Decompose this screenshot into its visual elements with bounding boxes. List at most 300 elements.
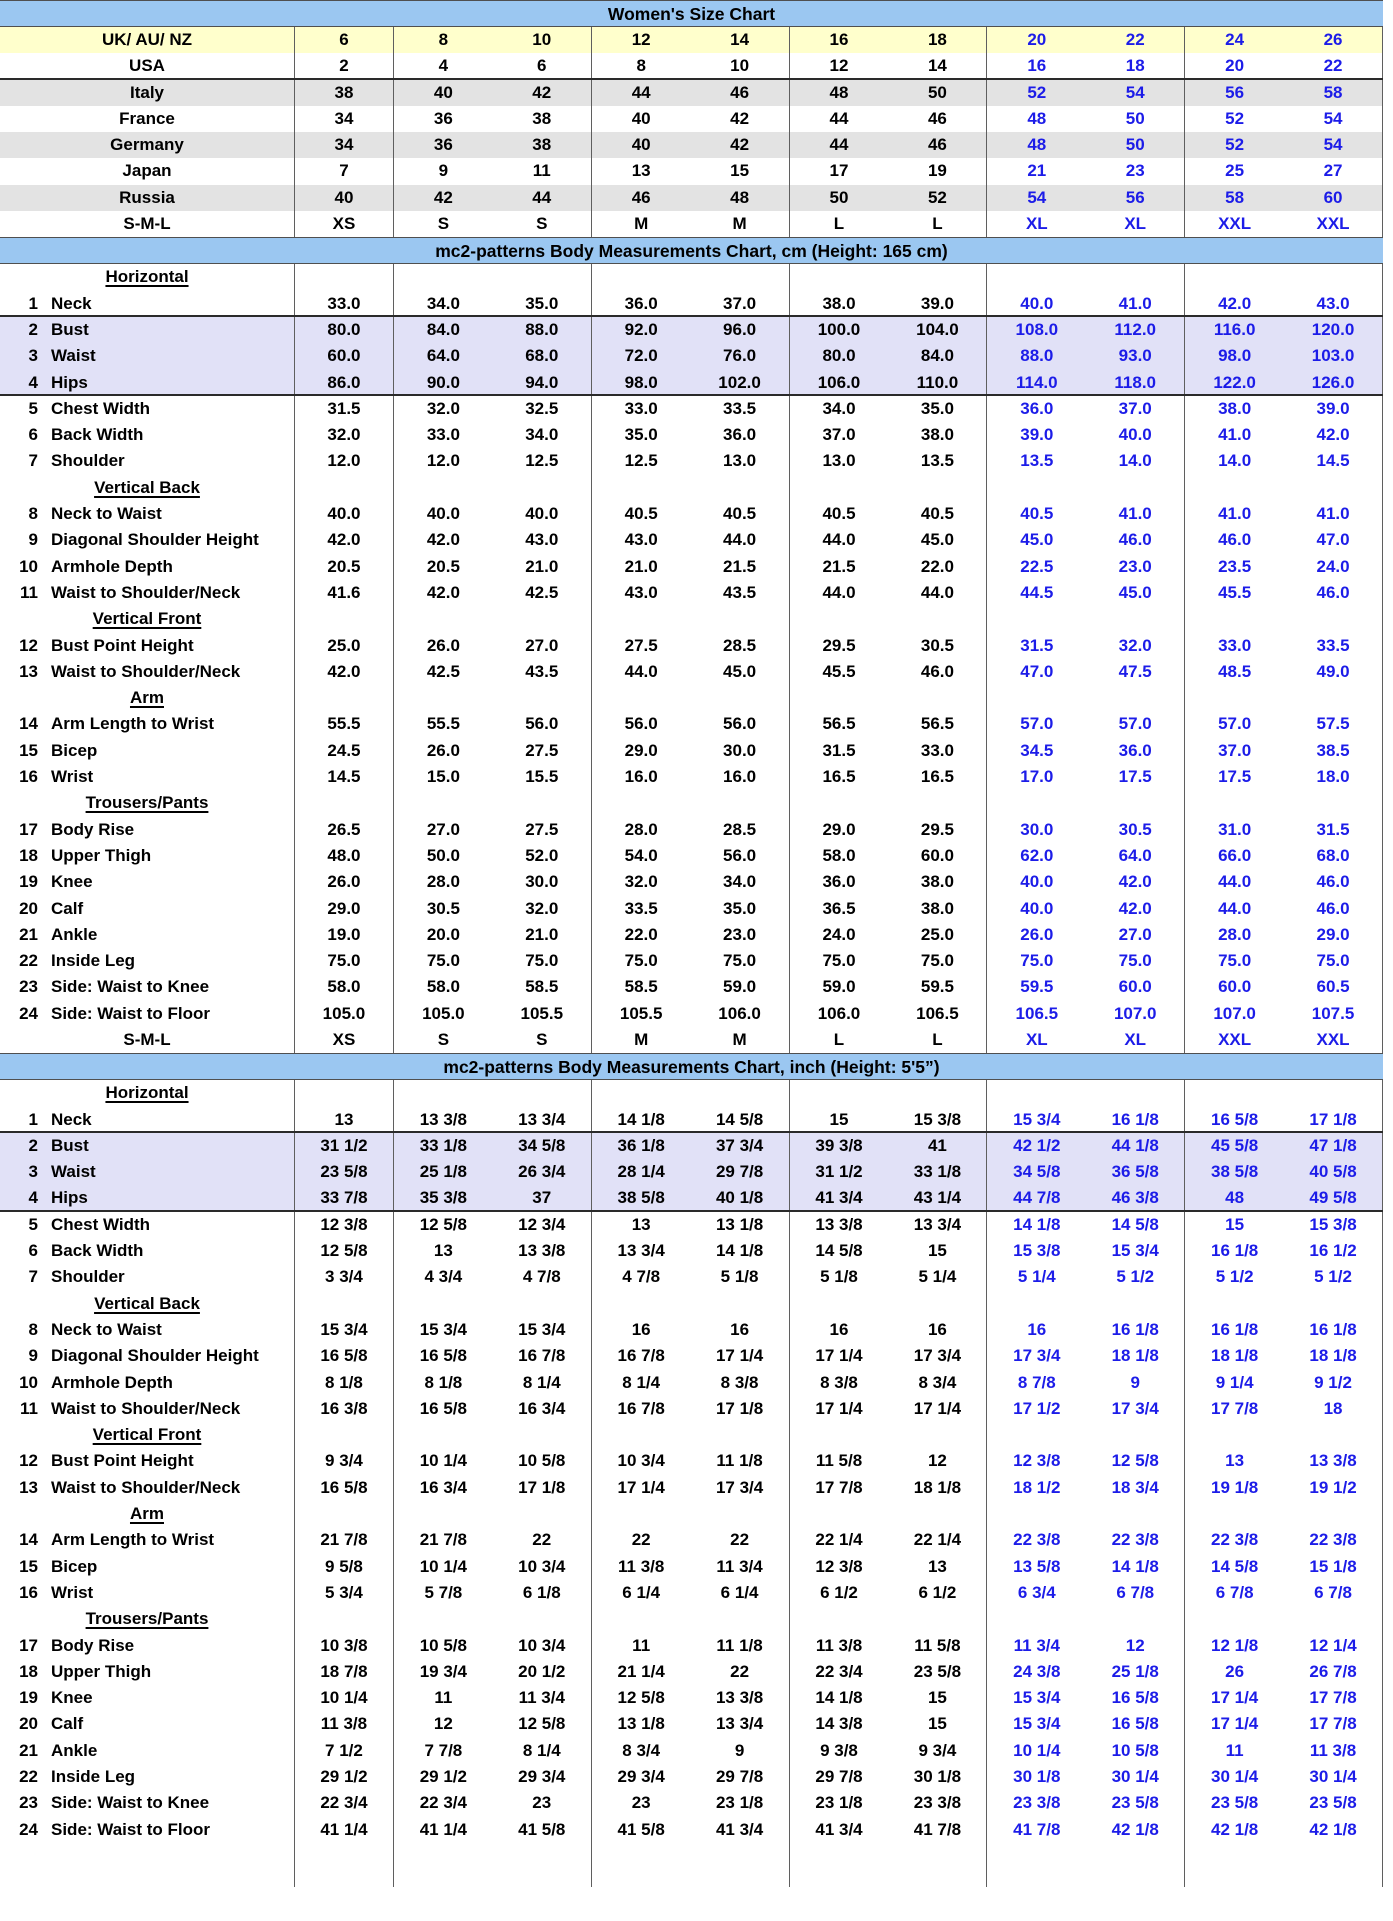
- value-cell: 20: [1225, 56, 1245, 76]
- value-cell: 41.0: [1284, 501, 1383, 527]
- value-cell: 103.0: [1284, 343, 1383, 369]
- value-cell: [295, 1606, 394, 1632]
- value-cell: 25.0: [888, 922, 987, 948]
- row-label: [0, 711, 295, 737]
- value-cell: S: [493, 1027, 592, 1053]
- value-cell: 110.0: [888, 370, 987, 394]
- value-cell: 30 1/4: [1086, 1764, 1185, 1790]
- section-row: [0, 1606, 1383, 1632]
- value-cell: 26.0: [426, 740, 460, 760]
- value-cell: [592, 1080, 691, 1106]
- value-cell: 18 1/8: [1284, 1343, 1383, 1369]
- value-cell: M: [691, 211, 790, 237]
- value-cell: 4 7/8: [622, 1267, 661, 1287]
- value-cell: [1185, 685, 1284, 711]
- value-cell: [1185, 1422, 1284, 1448]
- value-cell: 31.5: [295, 396, 394, 422]
- value-cell: 35.0: [691, 896, 790, 922]
- value-cell: M: [691, 1027, 790, 1053]
- value-cell: 15: [888, 1238, 987, 1264]
- table-row: [0, 106, 1383, 132]
- value-cell: 42.0: [1086, 869, 1185, 895]
- value-cell: 42.5: [426, 661, 460, 681]
- value-cell: 44.0: [624, 661, 658, 681]
- value-cell: XL: [1025, 1029, 1048, 1049]
- value-cell: 27.0: [493, 633, 592, 659]
- value-cell: 31.0: [1218, 819, 1252, 839]
- value-cell: 72.0: [624, 346, 658, 366]
- value-cell: 46: [691, 80, 790, 106]
- row-label: [0, 422, 295, 448]
- value-cell: 57.5: [1284, 711, 1383, 737]
- value-cell: [691, 1422, 790, 1448]
- row-label: [0, 896, 295, 922]
- section-heading: [0, 606, 295, 632]
- value-cell: 18: [1284, 1396, 1383, 1422]
- value-cell: 44.0: [1218, 872, 1252, 892]
- value-cell: 16.5: [822, 767, 856, 787]
- value-cell: 14 5/8: [691, 1107, 790, 1131]
- value-cell: 9: [1086, 1370, 1185, 1396]
- value-cell: [790, 1080, 889, 1106]
- value-cell: 48: [1027, 135, 1047, 155]
- value-cell: 14 1/8: [691, 1238, 790, 1264]
- value-cell: 16 5/8: [419, 1346, 467, 1366]
- value-cell: [987, 1291, 1086, 1317]
- value-cell: 66.0: [1218, 845, 1252, 865]
- value-cell: 52: [888, 185, 987, 211]
- value-cell: 13 3/4: [888, 1212, 987, 1238]
- value-cell: 15 3/4: [1013, 1109, 1061, 1129]
- value-cell: 56.0: [691, 843, 790, 869]
- value-cell: 13: [295, 1107, 394, 1131]
- row-number: 21: [19, 924, 38, 944]
- value-cell: L: [833, 214, 845, 234]
- value-cell: 114.0: [1016, 372, 1058, 392]
- value-cell: 33.5: [1284, 633, 1383, 659]
- value-cell: 60.5: [1284, 974, 1383, 1000]
- value-cell: 15 3/4: [295, 1317, 394, 1343]
- value-cell: 39.0: [888, 291, 987, 315]
- row-number: 3: [28, 1162, 38, 1182]
- value-cell: 41.0: [1218, 425, 1252, 445]
- value-cell: 18 1/8: [1086, 1343, 1185, 1369]
- value-cell: 22: [631, 1530, 651, 1550]
- value-cell: 22: [691, 1659, 790, 1685]
- value-cell: 32.5: [493, 396, 592, 422]
- value-cell: 14: [888, 53, 987, 77]
- value-cell: 38: [493, 132, 592, 158]
- value-cell: [691, 685, 790, 711]
- value-cell: [295, 1843, 394, 1887]
- value-cell: 50: [888, 80, 987, 106]
- section-heading: [0, 685, 295, 711]
- value-cell: 13 3/8: [691, 1685, 790, 1711]
- value-cell: 29.5: [822, 635, 856, 655]
- value-cell: 22 1/4: [888, 1527, 987, 1553]
- row-label-text: Side: Waist to Floor: [51, 1003, 210, 1023]
- table-row: [0, 896, 1383, 922]
- value-cell: [394, 1843, 493, 1887]
- section-heading-text: Vertical Back: [94, 477, 200, 497]
- value-cell: 16: [631, 1319, 651, 1339]
- row-number: 19: [19, 1688, 38, 1708]
- value-cell: 36: [433, 108, 453, 128]
- value-cell: 30 1/8: [1013, 1767, 1061, 1786]
- value-cell: 49 5/8: [1284, 1185, 1383, 1209]
- value-cell: 56.0: [624, 714, 658, 734]
- value-cell: 13 3/8: [1284, 1448, 1383, 1474]
- value-cell: 22 3/8: [1284, 1527, 1383, 1553]
- value-cell: 45.0: [888, 527, 987, 553]
- value-cell: 46 3/8: [1086, 1185, 1185, 1209]
- value-cell: 38.0: [888, 869, 987, 895]
- section-heading-text: Horizontal: [105, 1083, 189, 1103]
- value-cell: 50: [829, 187, 849, 207]
- row-number: 13: [19, 1477, 38, 1497]
- value-cell: 26: [1225, 1661, 1245, 1681]
- value-cell: 30.5: [1086, 817, 1185, 843]
- value-cell: XXL: [1284, 211, 1383, 237]
- value-cell: [987, 1501, 1086, 1527]
- value-cell: 36: [433, 135, 453, 155]
- value-cell: 55.5: [295, 711, 394, 737]
- row-label: S-M-L: [0, 1027, 295, 1053]
- value-cell: 10 3/4: [493, 1633, 592, 1659]
- value-cell: 12 3/4: [493, 1212, 592, 1238]
- value-cell: [987, 1843, 1086, 1887]
- value-cell: [394, 1291, 493, 1317]
- value-cell: 17 7/8: [1284, 1685, 1383, 1711]
- value-cell: [987, 606, 1086, 632]
- value-cell: 16 1/8: [1086, 1107, 1185, 1131]
- value-cell: 33.0: [295, 291, 394, 315]
- value-cell: 17 1/4: [815, 1398, 863, 1418]
- table-row: [0, 1764, 1383, 1790]
- value-cell: 42 1/8: [1284, 1817, 1383, 1843]
- value-cell: 21.5: [822, 556, 856, 576]
- value-cell: [790, 685, 889, 711]
- value-cell: 10 3/4: [493, 1554, 592, 1580]
- table-row: [0, 1790, 1383, 1816]
- value-cell: 42.0: [1218, 293, 1252, 313]
- value-cell: 24 3/8: [1013, 1661, 1061, 1681]
- value-cell: XL: [1025, 214, 1048, 234]
- value-cell: 106.0: [691, 1001, 790, 1027]
- table-row: [0, 1527, 1383, 1553]
- value-cell: [790, 790, 889, 816]
- value-cell: 2: [295, 53, 394, 77]
- value-cell: 47.5: [1086, 659, 1185, 685]
- value-cell: 14 5/8: [1086, 1212, 1185, 1238]
- value-cell: 44: [829, 108, 849, 128]
- value-cell: 41 3/4: [691, 1817, 790, 1843]
- row-label: [0, 370, 295, 394]
- value-cell: 11: [434, 1688, 453, 1708]
- value-cell: 12 3/8: [1013, 1451, 1061, 1471]
- value-cell: 24.0: [1284, 554, 1383, 580]
- value-cell: 12 5/8: [1086, 1448, 1185, 1474]
- row-label: Japan: [0, 158, 295, 184]
- value-cell: 28.0: [624, 819, 658, 839]
- value-cell: 33 7/8: [295, 1185, 394, 1209]
- section-heading: [0, 790, 295, 816]
- row-number: 9: [28, 530, 38, 550]
- value-cell: 26.0: [295, 869, 394, 895]
- value-cell: 35.0: [493, 291, 592, 315]
- value-cell: [493, 475, 592, 501]
- value-cell: [592, 606, 691, 632]
- value-cell: 44 1/8: [1086, 1133, 1185, 1159]
- table-row: [0, 1212, 1383, 1238]
- value-cell: 21.0: [624, 556, 658, 576]
- value-cell: 43.5: [493, 659, 592, 685]
- value-cell: 6 3/4: [1017, 1582, 1056, 1602]
- value-cell: 90.0: [426, 372, 460, 392]
- value-cell: 16: [888, 1317, 987, 1343]
- section-row: [0, 685, 1383, 711]
- table-row: [0, 1001, 1383, 1027]
- row-label: [0, 1001, 295, 1027]
- value-cell: L: [833, 1029, 845, 1049]
- row-label: [0, 817, 295, 843]
- value-cell: 105.0: [295, 1001, 394, 1027]
- value-cell: 12 3/8: [815, 1556, 863, 1576]
- value-cell: 34 5/8: [1013, 1162, 1061, 1182]
- value-cell: 15 3/8: [1284, 1212, 1383, 1238]
- value-cell: [888, 1291, 987, 1317]
- value-cell: 8 1/4: [493, 1370, 592, 1396]
- row-label-text: Ankle: [51, 924, 98, 944]
- value-cell: 22 3/4: [295, 1790, 394, 1816]
- value-cell: 15 3/4: [419, 1319, 467, 1339]
- value-cell: 25.0: [295, 633, 394, 659]
- value-cell: [790, 606, 889, 632]
- value-cell: 16 1/8: [1086, 1317, 1185, 1343]
- value-cell: 26.0: [1020, 924, 1054, 944]
- table-row: [0, 1238, 1383, 1264]
- value-cell: 41 7/8: [888, 1817, 987, 1843]
- table-row: [0, 922, 1383, 948]
- value-cell: [1185, 264, 1284, 290]
- value-cell: 32.0: [493, 896, 592, 922]
- row-label: [0, 843, 295, 869]
- value-cell: 48.5: [1218, 661, 1252, 681]
- row-label-text: Arm Length to Wrist: [51, 714, 215, 734]
- section-row: [0, 1501, 1383, 1527]
- value-cell: 16 7/8: [617, 1346, 665, 1366]
- value-cell: 24.0: [822, 924, 856, 944]
- table-row: [0, 1027, 1383, 1053]
- value-cell: 15 3/4: [1086, 1238, 1185, 1264]
- inch-measurements-table: [0, 1080, 1383, 1887]
- value-cell: 118.0: [1086, 370, 1185, 394]
- value-cell: 105.0: [422, 1003, 465, 1023]
- value-cell: 13.0: [822, 451, 856, 471]
- row-label-text: Knee: [51, 872, 93, 892]
- value-cell: 16 3/4: [419, 1477, 467, 1497]
- value-cell: [1284, 475, 1383, 501]
- value-cell: 32.0: [426, 398, 460, 418]
- value-cell: [592, 1606, 691, 1632]
- value-cell: [394, 790, 493, 816]
- row-number: 10: [19, 1372, 38, 1392]
- value-cell: 16: [1027, 56, 1047, 76]
- table-row: [0, 1685, 1383, 1711]
- value-cell: 17 3/4: [691, 1475, 790, 1501]
- value-cell: 33 1/8: [419, 1135, 467, 1155]
- value-cell: [691, 1501, 790, 1527]
- value-cell: [394, 264, 493, 290]
- value-cell: 23: [493, 1790, 592, 1816]
- value-cell: [295, 790, 394, 816]
- value-cell: 11 5/8: [888, 1633, 987, 1659]
- table-row: [0, 1580, 1383, 1606]
- value-cell: 11 3/4: [691, 1554, 790, 1580]
- value-cell: 16: [691, 1317, 790, 1343]
- value-cell: 6 7/8: [1215, 1582, 1254, 1602]
- value-cell: 23.0: [1086, 554, 1185, 580]
- table-row: [0, 554, 1383, 580]
- row-label-text: Bust Point Height: [51, 635, 194, 655]
- value-cell: 59.5: [888, 974, 987, 1000]
- value-cell: 13 3/4: [617, 1241, 665, 1261]
- value-cell: [592, 1291, 691, 1317]
- value-cell: 106.5: [1015, 1003, 1059, 1023]
- value-cell: 17 1/8: [691, 1396, 790, 1422]
- section-row: [0, 264, 1383, 290]
- row-number: 5: [28, 1214, 38, 1234]
- value-cell: 16 5/8: [1086, 1685, 1185, 1711]
- table-row: [0, 211, 1383, 237]
- value-cell: 12 5/8: [617, 1688, 665, 1708]
- value-cell: 23: [1086, 158, 1185, 184]
- value-cell: 54.0: [624, 845, 658, 865]
- value-cell: 37.0: [822, 425, 856, 445]
- row-label-text: Ankle: [51, 1740, 98, 1760]
- value-cell: [987, 685, 1086, 711]
- value-cell: 22 3/8: [1210, 1530, 1259, 1550]
- table-row: [0, 53, 1383, 79]
- value-cell: 41 5/8: [617, 1819, 665, 1839]
- value-cell: 33.0: [1218, 635, 1252, 655]
- value-cell: 36.0: [822, 872, 856, 892]
- row-label: [0, 1580, 295, 1606]
- row-label: [0, 869, 295, 895]
- value-cell: 21.5: [691, 554, 790, 580]
- value-cell: 41 3/4: [815, 1819, 863, 1839]
- value-cell: 56.0: [691, 711, 790, 737]
- section-heading-text: Vertical Front: [92, 1425, 202, 1445]
- value-cell: 29.0: [624, 740, 658, 760]
- value-cell: [295, 685, 394, 711]
- value-cell: 40: [433, 82, 453, 102]
- value-cell: 12: [631, 30, 651, 49]
- value-cell: 11: [493, 158, 592, 184]
- row-label-text: Upper Thigh: [51, 845, 152, 865]
- row-label: [0, 1659, 295, 1685]
- value-cell: 36.0: [624, 293, 658, 313]
- value-cell: 22 1/4: [815, 1530, 863, 1550]
- value-cell: [790, 1501, 889, 1527]
- value-cell: 40.0: [493, 501, 592, 527]
- section-heading: [0, 1606, 295, 1632]
- value-cell: 8 1/4: [622, 1372, 661, 1392]
- row-label-text: Diagonal Shoulder Height: [51, 530, 259, 550]
- value-cell: 27.5: [493, 738, 592, 764]
- value-cell: 13 1/8: [617, 1714, 665, 1734]
- value-cell: 11 3/8: [815, 1635, 863, 1655]
- row-label-text: Side: Waist to Knee: [51, 1793, 210, 1813]
- table-row: [0, 291, 1383, 317]
- value-cell: 31.5: [1284, 817, 1383, 843]
- value-cell: [592, 1422, 691, 1448]
- value-cell: [691, 790, 790, 816]
- value-cell: 40.5: [624, 504, 658, 524]
- value-cell: 15: [888, 1711, 987, 1737]
- value-cell: 3 3/4: [295, 1264, 394, 1290]
- value-cell: 12: [1086, 1633, 1185, 1659]
- value-cell: [1086, 790, 1185, 816]
- value-cell: 106.0: [817, 372, 861, 392]
- value-cell: 14.5: [295, 764, 394, 790]
- row-number: 12: [19, 635, 38, 655]
- value-cell: 13 3/8: [493, 1238, 592, 1264]
- row-label: [0, 1159, 295, 1185]
- value-cell: 23 3/8: [1013, 1793, 1061, 1813]
- value-cell: 75.0: [1218, 951, 1252, 971]
- value-cell: [295, 1422, 394, 1448]
- row-label: [0, 1764, 295, 1790]
- section-row: [0, 790, 1383, 816]
- value-cell: 12 5/8: [493, 1711, 592, 1737]
- value-cell: 16: [829, 30, 849, 49]
- value-cell: 15: [888, 1685, 987, 1711]
- value-cell: [987, 264, 1086, 290]
- value-cell: 31.5: [822, 740, 856, 760]
- value-cell: [1185, 790, 1284, 816]
- value-cell: 28.0: [1218, 924, 1252, 944]
- value-cell: [295, 475, 394, 501]
- value-cell: 43.0: [624, 530, 658, 550]
- value-cell: [295, 1080, 394, 1106]
- value-cell: 42: [691, 132, 790, 158]
- table-row: [0, 1633, 1383, 1659]
- value-cell: 13.0: [691, 448, 790, 474]
- value-cell: [1086, 1080, 1185, 1106]
- value-cell: 104.0: [888, 317, 987, 343]
- row-label-text: Waist to Shoulder/Neck: [51, 661, 241, 681]
- inch-chart-header: mc2-patterns Body Measurements Chart, inch (Height: 5'5”): [0, 1053, 1383, 1080]
- row-number: 15: [19, 740, 38, 760]
- size-conversion-table: [0, 27, 1383, 237]
- value-cell: [1185, 1291, 1284, 1317]
- value-cell: 20: [1027, 30, 1047, 49]
- row-label: [0, 580, 295, 606]
- value-cell: 40.0: [1086, 422, 1185, 448]
- value-cell: 56: [1225, 82, 1245, 102]
- value-cell: 54: [1284, 106, 1383, 132]
- value-cell: [493, 1843, 592, 1887]
- row-label: [0, 1317, 295, 1343]
- value-cell: XXL: [1218, 214, 1252, 234]
- value-cell: 17 1/4: [888, 1396, 987, 1422]
- table-row: [0, 185, 1383, 211]
- value-cell: 10 1/4: [419, 1451, 467, 1471]
- value-cell: 19 1/8: [1210, 1477, 1259, 1497]
- value-cell: 47.0: [1284, 527, 1383, 553]
- value-cell: 34: [295, 106, 394, 132]
